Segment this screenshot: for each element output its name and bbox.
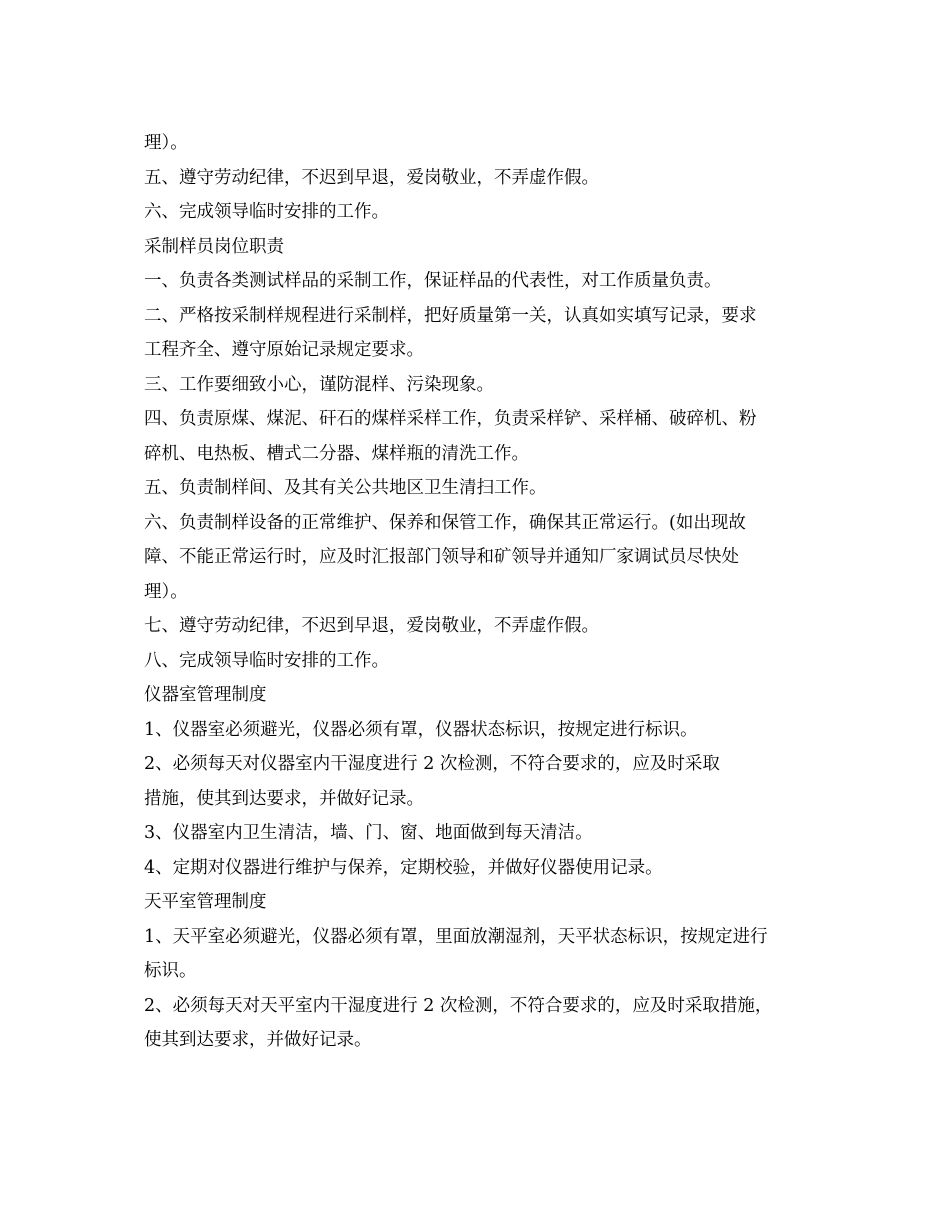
text-line: 措施，使其到达要求，并做好记录。 — [144, 788, 424, 809]
text-line: 五、遵守劳动纪律，不迟到早退，爱岗敬业，不弄虚作假。 — [144, 167, 599, 188]
text-line: 六、完成领导临时安排的工作。 — [144, 202, 389, 222]
text-line: 障、不能正常运行时，应及时汇报部门领导和矿领导并通知厂家调试员尽快处 — [144, 547, 739, 567]
text-line: 碎机、电热板、槽式二分器、煤样瓶的清洗工作。 — [144, 443, 529, 464]
text-line: 工程齐全、遵守原始记录规定要求。 — [144, 340, 424, 360]
text-line: 三、工作要细致小心，谨防混样、污染现象。 — [144, 374, 494, 395]
text-line: 四、负责原煤、煤泥、矸石的煤样采样工作，负责采样铲、采样桶、破碎机、粉 — [144, 409, 757, 429]
text-line: 2、必须每天对天平室内干湿度进行 2 次检测，不符合要求的，应及时采取措施， — [144, 995, 773, 1016]
section-heading: 采制样员岗位职责 — [144, 236, 284, 257]
section-heading: 天平室管理制度 — [144, 892, 267, 912]
text-line: 一、负责各类测试样品的采制工作，保证样品的代表性，对工作质量负责。 — [144, 271, 722, 291]
text-line: 六、负责制样设备的正常维护、保养和保管工作，确保其正常运行。(如出现故 — [144, 512, 746, 533]
section-heading: 仪器室管理制度 — [144, 685, 267, 705]
text-line: 使其到达要求，并做好记录。 — [144, 1030, 372, 1050]
text-line: 1、天平室必须避光，仪器必须有罩，里面放潮湿剂，天平状态标识，按规定进行 — [144, 926, 768, 947]
document-body — [144, 126, 814, 1058]
text-line: 七、遵守劳动纪律，不迟到早退，爱岗敬业，不弄虚作假。 — [144, 616, 599, 636]
text-line: 五、负责制样间、及其有关公共地区卫生清扫工作。 — [144, 478, 547, 498]
text-line: 二、严格按采制样规程进行采制样，把好质量第一关，认真如实填写记录，要求 — [144, 305, 757, 326]
text-line: 八、完成领导临时安排的工作。 — [144, 650, 389, 671]
text-line: 3、仪器室内卫生清洁，墙、门、窗、地面做到每天清洁。 — [144, 823, 593, 843]
text-line: 理）。 — [144, 133, 188, 153]
text-line: 4、定期对仪器进行维护与保养，定期校验，并做好仪器使用记录。 — [144, 857, 663, 878]
text-line: 1、仪器室必须避光，仪器必须有罩，仪器状态标识，按规定进行标识。 — [144, 719, 698, 740]
text-line: 标识。 — [144, 961, 197, 981]
text-line: 2、必须每天对仪器室内干湿度进行 2 次检测，不符合要求的，应及时采取 — [144, 754, 720, 774]
text-line: 理）。 — [144, 581, 188, 602]
